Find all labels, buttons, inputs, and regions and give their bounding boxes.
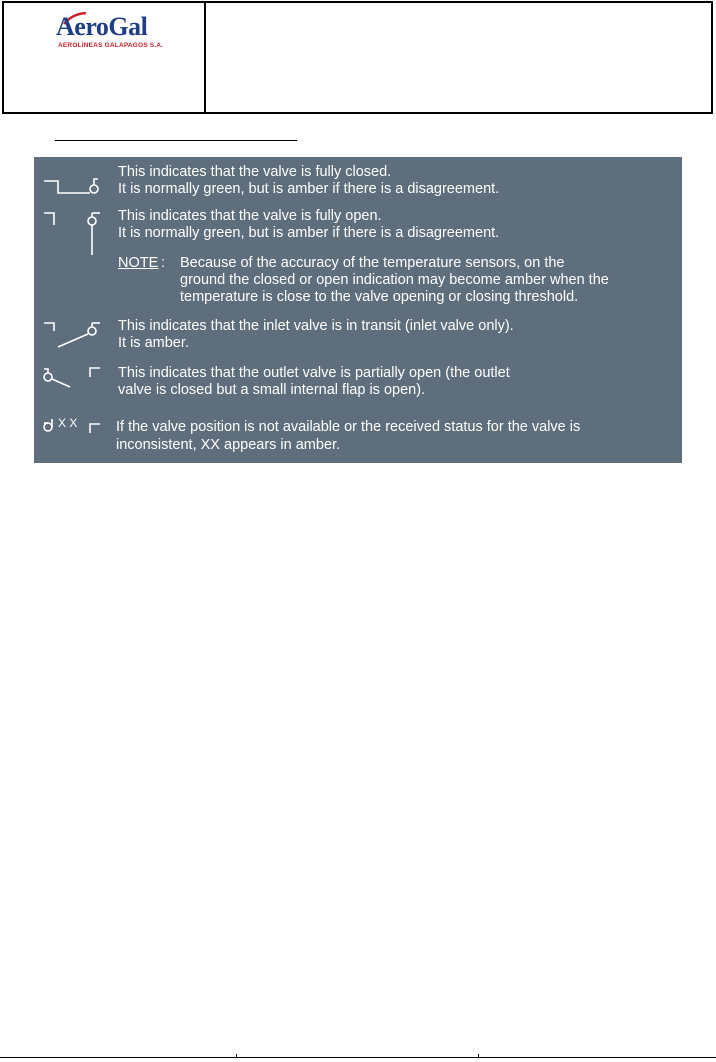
legend-entry-5-line-2: inconsistent, XX appears in amber. [116, 437, 341, 453]
section-heading-rule [55, 140, 297, 141]
footer-rule [0, 1057, 716, 1058]
valve-position-not-available-icon [40, 413, 110, 439]
outlet-valve-partially-open-icon [40, 361, 104, 391]
legend-entry-4-line-1: This indicates that the outlet valve is partially open (the outlet [118, 365, 510, 381]
note-line-2: ground the closed or open indication may become amber when the [180, 272, 609, 288]
valve-legend-panel [34, 157, 682, 463]
note-line-1: Because of the accuracy of the temperature sensors, on the [180, 255, 565, 271]
note-colon: : [161, 255, 166, 271]
company-logo-wordmark: AeroGal [56, 12, 148, 41]
legend-entry-5-line-1: If the valve position is not available or the received status for the valve is [116, 419, 581, 435]
document-header [2, 1, 713, 114]
note-label: NOTE [118, 255, 159, 271]
valve-fully-open-icon [40, 207, 104, 259]
legend-entry-3-line-2: It is amber. [118, 335, 189, 351]
valve-fully-closed-icon [40, 171, 104, 199]
legend-entry-2-line-1: This indicates that the valve is fully open. [118, 208, 382, 224]
company-logo-tagline: AEROLINEAS GALAPAGOS S.A. [58, 42, 164, 49]
note-line-3: temperature is close to the valve opening or closing threshold. [180, 289, 579, 305]
legend-entry-1-line-1: This indicates that the valve is fully closed. [118, 164, 392, 180]
inlet-valve-in-transit-icon [40, 317, 104, 351]
legend-entry-1-line-2: It is normally green, but is amber if there is a disagreement. [118, 181, 500, 197]
legend-entry-4-line-2: valve is closed but a small internal flap is open). [118, 382, 426, 398]
header-logo-cell [4, 3, 206, 112]
footer-column-divider [236, 1054, 237, 1058]
valve-xx-indicator: X X [58, 416, 78, 430]
legend-entry-2-line-2: It is normally green, but is amber if there is a disagreement. [118, 225, 500, 241]
header-title-cell [206, 3, 711, 112]
footer-column-divider [478, 1054, 479, 1058]
legend-entry-3-line-1: This indicates that the inlet valve is in transit (inlet valve only). [118, 318, 514, 334]
